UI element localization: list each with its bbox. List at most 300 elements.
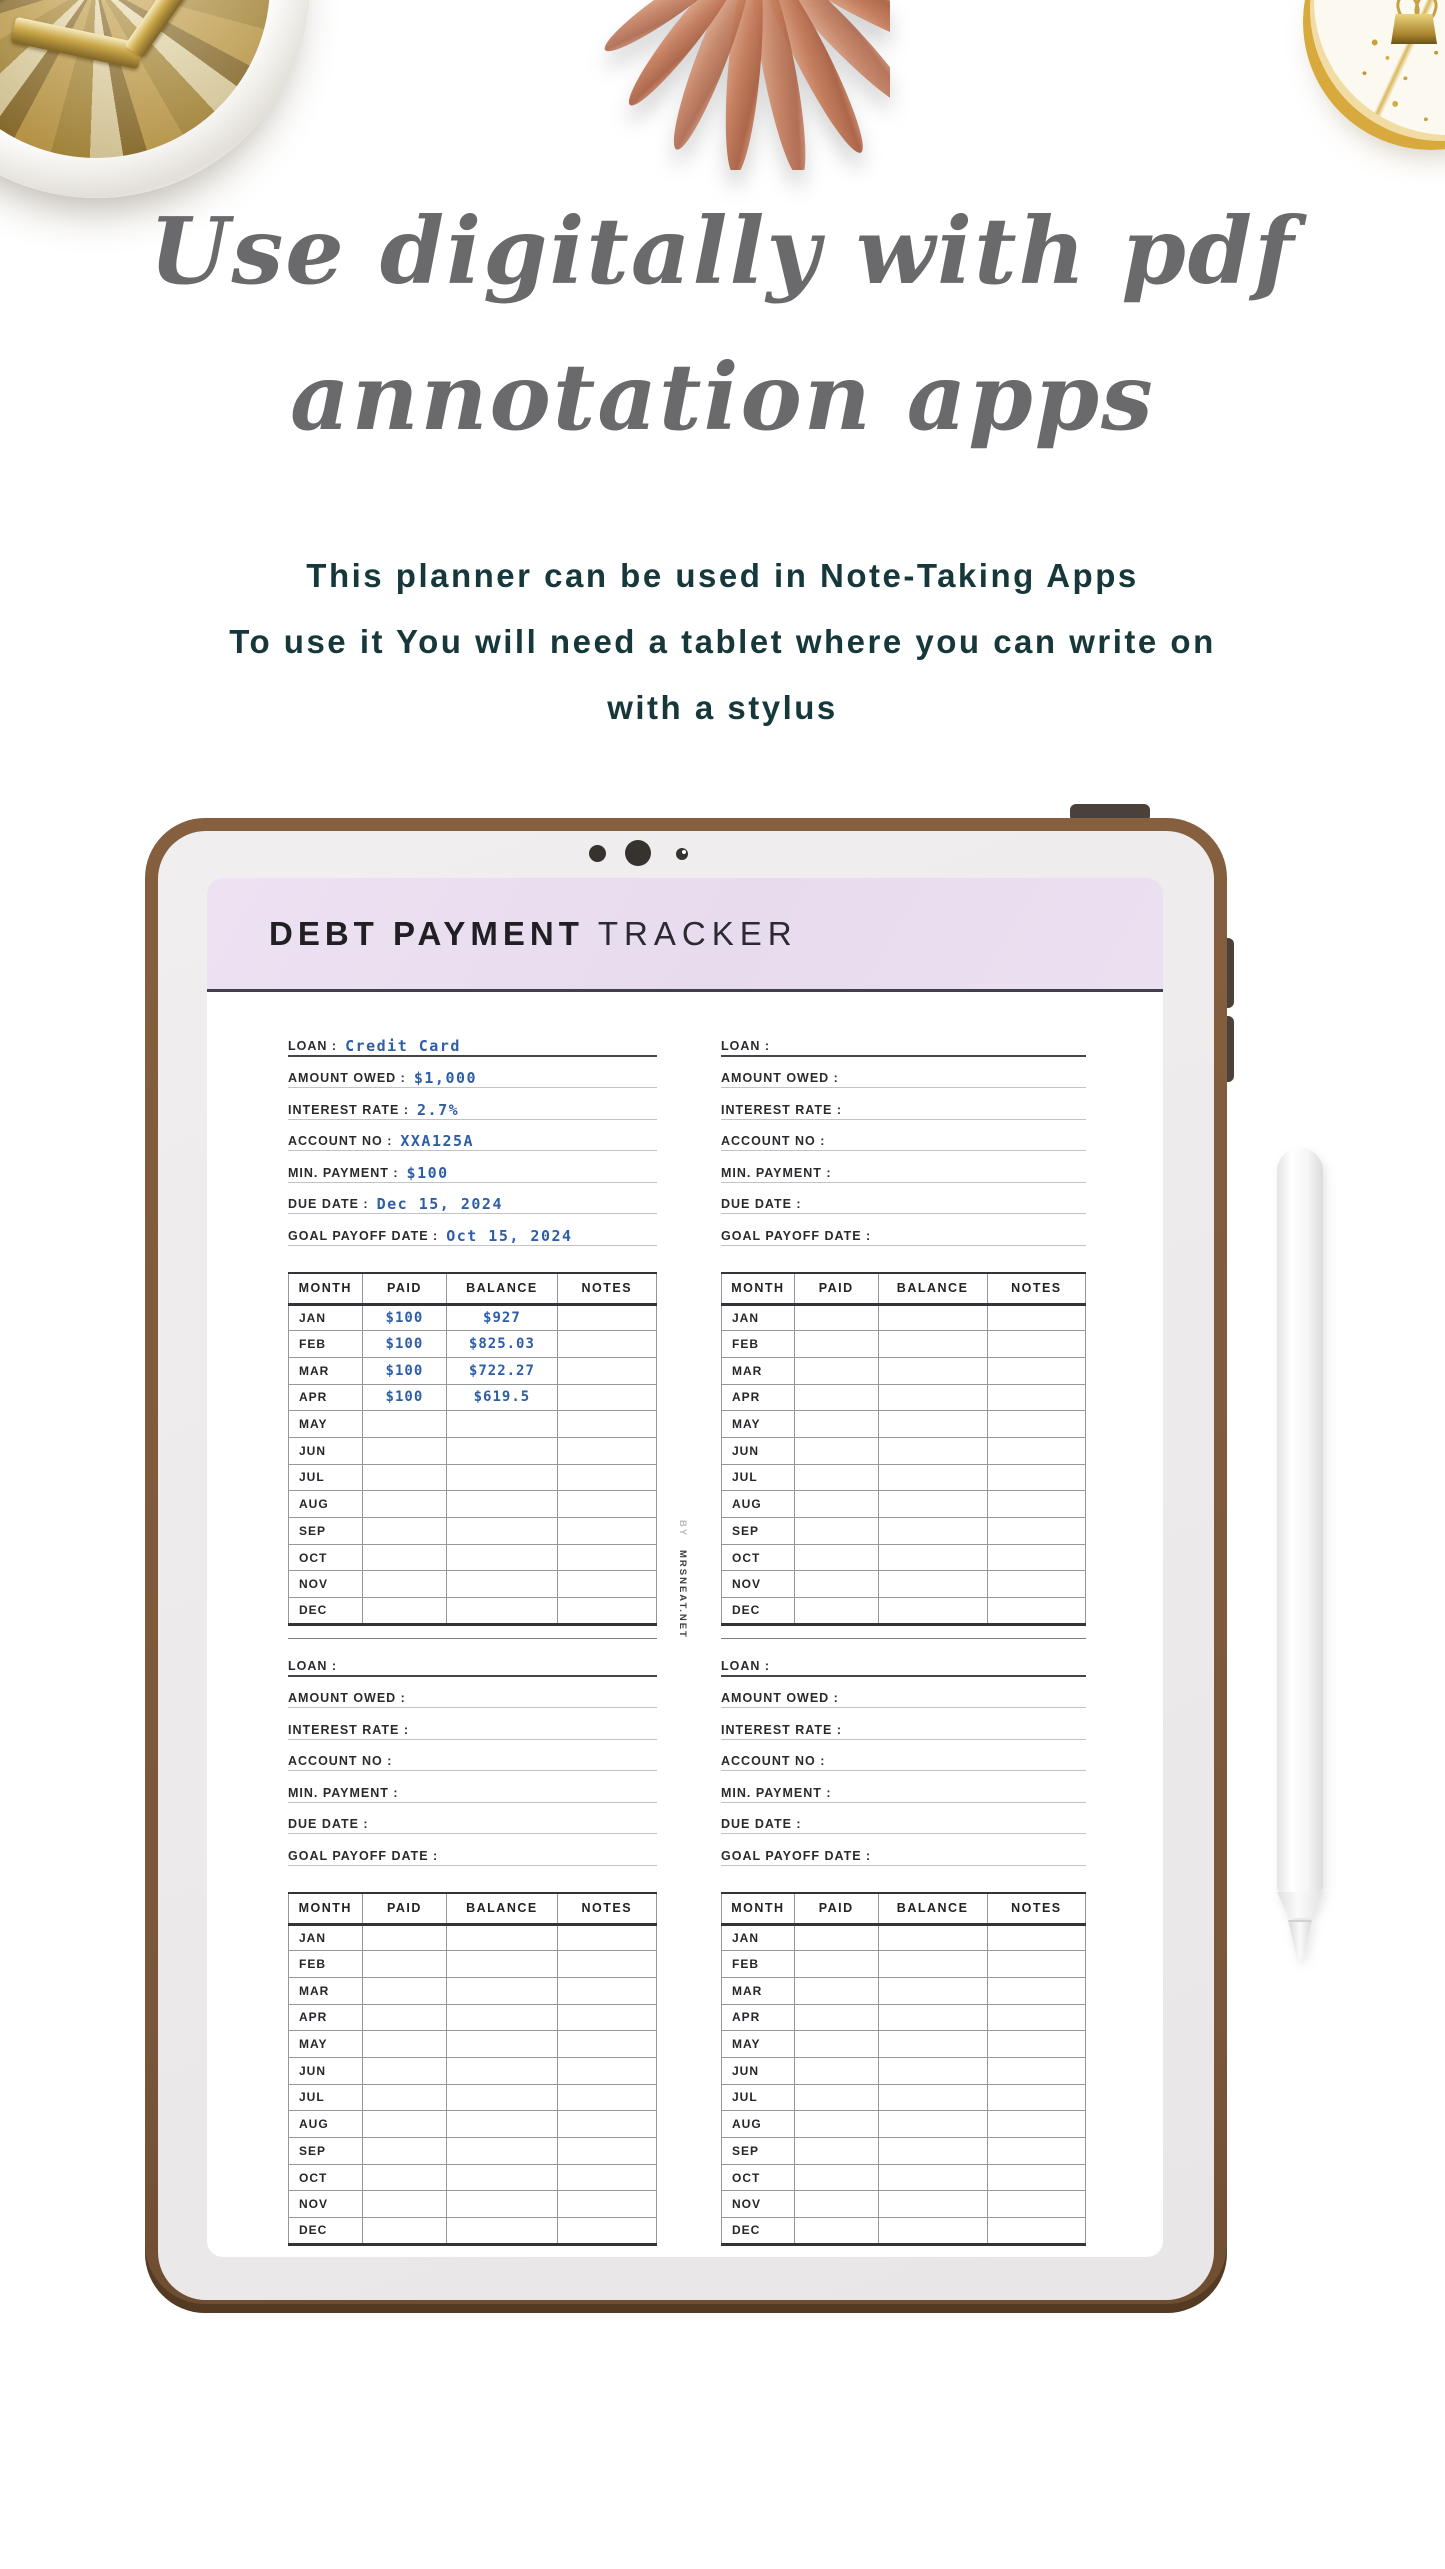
paid-cell[interactable] <box>362 1464 447 1491</box>
notes-cell[interactable] <box>987 1598 1085 1625</box>
paid-cell[interactable]: $100 <box>362 1331 447 1358</box>
field-label: AMOUNT OWED : <box>288 1691 406 1705</box>
paid-cell[interactable] <box>794 1304 878 1331</box>
balance-cell[interactable] <box>447 2191 557 2218</box>
month-label: DEC <box>722 1598 795 1625</box>
field-label: ACCOUNT NO : <box>721 1754 826 1768</box>
month-label: APR <box>289 1384 363 1411</box>
balance-cell[interactable] <box>447 2164 557 2191</box>
script-heading-line1: Use digitally with pdf <box>149 197 1296 305</box>
loan-field-row <box>288 1088 657 1120</box>
balance-cell[interactable] <box>447 2218 557 2245</box>
table-row <box>289 2164 657 2191</box>
table-row <box>289 1384 657 1411</box>
paid-cell[interactable] <box>362 1437 447 1464</box>
balance-cell[interactable] <box>878 2111 987 2138</box>
loan-field-row <box>288 1120 657 1152</box>
paid-cell[interactable]: $100 <box>362 1384 447 1411</box>
loan-info-block <box>721 1024 1086 1246</box>
balance-cell[interactable] <box>878 2218 987 2245</box>
notes-cell[interactable] <box>987 1491 1085 1518</box>
field-value[interactable]: 2.7% <box>417 1100 460 1119</box>
column-header: MONTH <box>722 1273 795 1305</box>
notes-cell[interactable] <box>557 1518 656 1545</box>
month-label: MAR <box>722 1357 795 1384</box>
field-value[interactable]: Oct 15, 2024 <box>446 1226 573 1245</box>
balance-cell[interactable] <box>447 1464 557 1491</box>
balance-cell[interactable] <box>878 2084 987 2111</box>
paid-cell[interactable] <box>362 2084 447 2111</box>
month-label: MAR <box>722 1977 795 2004</box>
month-label: APR <box>722 1384 795 1411</box>
notes-cell[interactable] <box>557 1951 656 1978</box>
month-label: APR <box>722 2004 795 2031</box>
table-row <box>722 2111 1086 2138</box>
notes-cell[interactable] <box>557 1598 656 1625</box>
month-label: AUG <box>289 1491 363 1518</box>
month-label: JUL <box>289 1464 363 1491</box>
loan-field-row <box>288 1151 657 1183</box>
loan-field-row <box>288 1834 657 1866</box>
column-header: NOTES <box>557 1893 656 1925</box>
table-row <box>289 1304 657 1331</box>
month-label: OCT <box>289 2164 363 2191</box>
table-header-row <box>722 1273 1086 1305</box>
loan-field-row <box>288 1771 657 1803</box>
paid-cell[interactable] <box>794 1491 878 1518</box>
paid-cell[interactable] <box>362 1977 447 2004</box>
section-top-rule <box>721 1638 1086 1639</box>
notes-cell[interactable] <box>557 1544 656 1571</box>
front-camera-lens <box>676 848 688 860</box>
balance-cell[interactable] <box>878 2004 987 2031</box>
month-label: AUG <box>722 1491 795 1518</box>
loan-field-row <box>288 1183 657 1215</box>
balance-cell[interactable] <box>447 2004 557 2031</box>
notes-cell[interactable] <box>557 2084 656 2111</box>
table-row <box>289 1411 657 1438</box>
paid-cell[interactable] <box>362 2004 447 2031</box>
table-row <box>289 1951 657 1978</box>
paid-cell[interactable] <box>794 2138 878 2165</box>
table-row <box>722 2004 1086 2031</box>
loan-field-row <box>288 1214 657 1246</box>
binder-clip <box>124 0 199 58</box>
month-label: NOV <box>289 1571 363 1598</box>
balance-cell[interactable] <box>878 1977 987 2004</box>
column-header: MONTH <box>289 1273 363 1305</box>
paid-cell[interactable] <box>794 1357 878 1384</box>
subtitle <box>0 543 1445 741</box>
field-value[interactable]: XXA125A <box>400 1132 475 1150</box>
loan-section-bottom-left <box>288 1638 657 2246</box>
loan-field-row <box>288 1644 657 1677</box>
loan-field-row <box>721 1834 1086 1866</box>
balance-cell[interactable]: $927 <box>447 1304 557 1331</box>
notes-cell[interactable] <box>557 2057 656 2084</box>
field-label: GOAL PAYOFF DATE : <box>288 1848 439 1863</box>
loan-section-top-left <box>288 1024 657 1626</box>
notes-cell[interactable] <box>557 2218 656 2245</box>
notes-cell[interactable] <box>557 1357 656 1384</box>
balance-cell[interactable] <box>447 1411 557 1438</box>
planner-header-band <box>207 878 1163 992</box>
table-header-row <box>722 1893 1086 1925</box>
balance-cell[interactable] <box>447 1437 557 1464</box>
paid-cell[interactable] <box>794 1951 878 1978</box>
table-row <box>722 1544 1086 1571</box>
field-value[interactable]: Dec 15, 2024 <box>376 1195 503 1213</box>
month-label: OCT <box>722 2164 795 2191</box>
balance-cell[interactable] <box>878 1331 987 1358</box>
paid-cell[interactable] <box>362 1491 447 1518</box>
paid-cell[interactable] <box>794 1544 878 1571</box>
binder-clips-bowl-photo <box>0 0 310 198</box>
paid-cell[interactable]: $100 <box>362 1357 447 1384</box>
month-label: JUL <box>289 2084 363 2111</box>
table-row <box>722 2164 1086 2191</box>
month-label: JUN <box>722 2057 795 2084</box>
payment-table <box>721 1272 1086 1626</box>
paid-cell[interactable] <box>362 2031 447 2058</box>
balance-cell[interactable] <box>878 1357 987 1384</box>
month-label: AUG <box>289 2111 363 2138</box>
field-label: LOAN : <box>288 1658 338 1673</box>
notes-cell[interactable] <box>557 1384 656 1411</box>
paid-cell[interactable] <box>362 1518 447 1545</box>
loan-field-row <box>721 1740 1086 1772</box>
notes-cell[interactable] <box>557 1571 656 1598</box>
balance-cell[interactable] <box>447 1924 557 1951</box>
paid-cell[interactable] <box>794 1384 878 1411</box>
notes-cell[interactable] <box>987 2164 1085 2191</box>
balance-cell[interactable] <box>447 1977 557 2004</box>
table-row <box>289 2218 657 2245</box>
balance-cell[interactable] <box>447 2111 557 2138</box>
balance-cell[interactable] <box>447 1544 557 1571</box>
payment-table <box>288 1892 657 2246</box>
notes-cell[interactable] <box>987 1384 1085 1411</box>
paid-cell[interactable] <box>794 1411 878 1438</box>
column-header: BALANCE <box>447 1273 557 1305</box>
table-row <box>722 1331 1086 1358</box>
stylus-tip <box>1288 1920 1312 1962</box>
paid-cell[interactable] <box>794 1598 878 1625</box>
field-value[interactable]: $100 <box>406 1163 449 1182</box>
balance-cell[interactable] <box>878 2057 987 2084</box>
paid-cell[interactable] <box>794 2004 878 2031</box>
notes-cell[interactable] <box>987 1464 1085 1491</box>
month-label: JAN <box>289 1924 363 1951</box>
paid-cell[interactable] <box>794 1571 878 1598</box>
section-top-rule <box>288 1638 657 1639</box>
notes-cell[interactable] <box>557 1464 656 1491</box>
balance-cell[interactable] <box>447 1491 557 1518</box>
paid-cell[interactable] <box>362 2057 447 2084</box>
table-header-row <box>289 1893 657 1925</box>
paid-cell[interactable] <box>362 2111 447 2138</box>
field-label: LOAN : <box>721 1658 771 1673</box>
notes-cell[interactable] <box>557 1491 656 1518</box>
balance-cell[interactable] <box>447 1571 557 1598</box>
field-value[interactable]: $1,000 <box>413 1069 478 1087</box>
paid-cell[interactable] <box>362 2191 447 2218</box>
month-label: JAN <box>722 1924 795 1951</box>
notes-cell[interactable] <box>557 1924 656 1951</box>
table-row <box>289 2111 657 2138</box>
field-label: ACCOUNT NO : <box>721 1134 826 1148</box>
paid-cell[interactable]: $100 <box>362 1304 447 1331</box>
field-value[interactable]: Credit Card <box>345 1036 461 1055</box>
loan-section-top-right <box>721 1024 1086 1626</box>
table-row <box>289 2138 657 2165</box>
column-header: PAID <box>362 1893 447 1925</box>
month-label: MAY <box>289 2031 363 2058</box>
loan-field-row <box>721 1024 1086 1057</box>
paid-cell[interactable] <box>794 1437 878 1464</box>
table-row <box>722 1924 1086 1951</box>
table-row <box>722 1977 1086 2004</box>
paid-cell[interactable] <box>794 1518 878 1545</box>
field-label: ACCOUNT NO : <box>288 1754 393 1768</box>
balance-cell[interactable] <box>878 1384 987 1411</box>
planner-title-bold: DEBT PAYMENT <box>269 915 584 952</box>
notes-cell[interactable] <box>987 2004 1085 2031</box>
table-row <box>722 1384 1086 1411</box>
column-header: BALANCE <box>878 1273 987 1305</box>
table-row <box>289 2057 657 2084</box>
balance-cell[interactable] <box>878 2138 987 2165</box>
clip-body <box>1391 14 1437 44</box>
balance-cell[interactable]: $619.5 <box>447 1384 557 1411</box>
paid-cell[interactable] <box>794 2031 878 2058</box>
paid-cell[interactable] <box>794 1924 878 1951</box>
balance-cell[interactable] <box>878 1437 987 1464</box>
month-label: SEP <box>289 1518 363 1545</box>
paid-cell[interactable] <box>362 1951 447 1978</box>
notes-cell[interactable] <box>557 2004 656 2031</box>
balance-cell[interactable] <box>447 1598 557 1625</box>
notes-cell[interactable] <box>557 1411 656 1438</box>
front-sensor-dot <box>589 845 606 862</box>
column-header: PAID <box>794 1893 878 1925</box>
monstera-leaf-photo <box>560 0 890 170</box>
table-row <box>722 1357 1086 1384</box>
balance-cell[interactable] <box>878 1598 987 1625</box>
subtitle-line3: with a stylus <box>607 689 838 726</box>
column-header: MONTH <box>722 1893 795 1925</box>
loan-field-row <box>721 1644 1086 1677</box>
paid-cell[interactable] <box>362 2218 447 2245</box>
notes-cell[interactable] <box>557 2138 656 2165</box>
field-label: ACCOUNT NO : <box>288 1134 393 1148</box>
balance-cell[interactable] <box>447 1518 557 1545</box>
table-row <box>289 1331 657 1358</box>
table-row <box>722 1598 1086 1625</box>
notes-cell[interactable] <box>987 2111 1085 2138</box>
notes-cell[interactable] <box>987 1331 1085 1358</box>
column-header: NOTES <box>987 1893 1085 1925</box>
notes-cell[interactable] <box>987 1518 1085 1545</box>
notes-cell[interactable] <box>987 2084 1085 2111</box>
table-row <box>289 1598 657 1625</box>
balance-cell[interactable] <box>878 2031 987 2058</box>
table-row <box>289 2004 657 2031</box>
loan-field-row <box>288 1024 657 1057</box>
month-label: NOV <box>722 1571 795 1598</box>
binder-clip <box>11 17 144 69</box>
stylus-body <box>1277 1148 1323 1892</box>
notes-cell[interactable] <box>987 1544 1085 1571</box>
loan-field-row <box>721 1151 1086 1183</box>
notes-cell[interactable] <box>987 2031 1085 2058</box>
table-row <box>722 2138 1086 2165</box>
paid-cell[interactable] <box>794 1977 878 2004</box>
balance-cell[interactable] <box>447 2031 557 2058</box>
balance-cell[interactable] <box>878 1464 987 1491</box>
paid-cell[interactable] <box>362 1411 447 1438</box>
front-sensor-dot <box>625 840 651 866</box>
planner-page <box>207 878 1163 2257</box>
column-header: PAID <box>362 1273 447 1305</box>
notes-cell[interactable] <box>557 1437 656 1464</box>
table-row <box>722 2218 1086 2245</box>
balance-cell[interactable]: $825.03 <box>447 1331 557 1358</box>
paid-cell[interactable] <box>794 1464 878 1491</box>
month-label: FEB <box>289 1331 363 1358</box>
loan-field-row <box>721 1088 1086 1120</box>
notes-cell[interactable] <box>987 1571 1085 1598</box>
loan-field-row <box>721 1771 1086 1803</box>
field-label: MIN. PAYMENT : <box>288 1785 399 1800</box>
table-row <box>722 1464 1086 1491</box>
field-label: DUE DATE : <box>721 1197 802 1211</box>
month-label: MAR <box>289 1977 363 2004</box>
notes-cell[interactable] <box>987 1411 1085 1438</box>
loan-field-row <box>721 1677 1086 1709</box>
month-label: SEP <box>289 2138 363 2165</box>
field-label: GOAL PAYOFF DATE : <box>288 1228 439 1243</box>
table-row <box>722 1304 1086 1331</box>
table-row <box>289 1571 657 1598</box>
balance-cell[interactable] <box>447 1951 557 1978</box>
month-label: OCT <box>289 1544 363 1571</box>
month-label: FEB <box>722 1951 795 1978</box>
notes-cell[interactable] <box>987 2138 1085 2165</box>
notes-cell[interactable] <box>987 2057 1085 2084</box>
month-label: DEC <box>722 2218 795 2245</box>
balance-cell[interactable] <box>447 2138 557 2165</box>
month-label: JAN <box>289 1304 363 1331</box>
balance-cell[interactable] <box>878 1411 987 1438</box>
month-label: DEC <box>289 1598 363 1625</box>
paid-cell[interactable] <box>794 2164 878 2191</box>
watermark-prefix: BY <box>677 1520 688 1538</box>
notes-cell[interactable] <box>987 1357 1085 1384</box>
paid-cell[interactable] <box>794 1331 878 1358</box>
balance-cell[interactable] <box>878 1951 987 1978</box>
field-label: INTEREST RATE : <box>721 1102 843 1117</box>
month-label: APR <box>289 2004 363 2031</box>
paid-cell[interactable] <box>362 1598 447 1625</box>
paid-cell[interactable] <box>362 2164 447 2191</box>
balance-cell[interactable] <box>878 1924 987 1951</box>
paid-cell[interactable] <box>794 2191 878 2218</box>
notes-cell[interactable] <box>987 1951 1085 1978</box>
month-label: MAY <box>722 1411 795 1438</box>
loan-field-row <box>721 1803 1086 1835</box>
month-label: JUN <box>289 2057 363 2084</box>
balance-cell[interactable] <box>878 1304 987 1331</box>
paid-cell[interactable] <box>362 2138 447 2165</box>
balance-cell[interactable] <box>878 2191 987 2218</box>
table-row <box>289 2191 657 2218</box>
notes-cell[interactable] <box>987 1977 1085 2004</box>
paid-cell[interactable] <box>794 2057 878 2084</box>
notes-cell[interactable] <box>557 2111 656 2138</box>
planner-title <box>269 878 798 989</box>
notes-cell[interactable] <box>557 2031 656 2058</box>
table-row <box>722 1491 1086 1518</box>
column-header: BALANCE <box>878 1893 987 1925</box>
balance-cell[interactable] <box>878 1491 987 1518</box>
loan-info-block <box>721 1644 1086 1866</box>
balance-cell[interactable] <box>447 2057 557 2084</box>
notes-cell[interactable] <box>987 2191 1085 2218</box>
month-label: NOV <box>289 2191 363 2218</box>
column-header: NOTES <box>987 1273 1085 1305</box>
table-row <box>722 1411 1086 1438</box>
paid-cell[interactable] <box>362 1571 447 1598</box>
balance-cell[interactable] <box>878 1544 987 1571</box>
table-row <box>722 2057 1086 2084</box>
payment-table <box>288 1272 657 1626</box>
month-label: NOV <box>722 2191 795 2218</box>
notes-cell[interactable] <box>557 1331 656 1358</box>
notes-cell[interactable] <box>987 2218 1085 2245</box>
balance-cell[interactable] <box>447 2084 557 2111</box>
paid-cell[interactable] <box>794 2111 878 2138</box>
table-row <box>289 1437 657 1464</box>
notes-cell[interactable] <box>557 2191 656 2218</box>
paid-cell[interactable] <box>362 1924 447 1951</box>
loan-section-bottom-right <box>721 1638 1086 2246</box>
notes-cell[interactable] <box>987 1437 1085 1464</box>
field-label: INTEREST RATE : <box>288 1102 410 1117</box>
balance-cell[interactable] <box>878 2164 987 2191</box>
notes-cell[interactable] <box>557 1304 656 1331</box>
balance-cell[interactable] <box>878 1571 987 1598</box>
notes-cell[interactable] <box>987 1304 1085 1331</box>
loan-info-block <box>288 1644 657 1866</box>
month-label: OCT <box>722 1544 795 1571</box>
notes-cell[interactable] <box>557 1977 656 2004</box>
paid-cell[interactable] <box>794 2218 878 2245</box>
field-label: AMOUNT OWED : <box>288 1071 406 1085</box>
notes-cell[interactable] <box>557 2164 656 2191</box>
month-label: DEC <box>289 2218 363 2245</box>
table-header-row <box>289 1273 657 1305</box>
paid-cell[interactable] <box>794 2084 878 2111</box>
balance-cell[interactable] <box>878 1518 987 1545</box>
loan-field-row <box>288 1708 657 1740</box>
field-label: INTEREST RATE : <box>721 1722 843 1737</box>
notes-cell[interactable] <box>987 1924 1085 1951</box>
paid-cell[interactable] <box>362 1544 447 1571</box>
column-header: BALANCE <box>447 1893 557 1925</box>
balance-cell[interactable]: $722.27 <box>447 1357 557 1384</box>
loan-field-row <box>721 1214 1086 1246</box>
